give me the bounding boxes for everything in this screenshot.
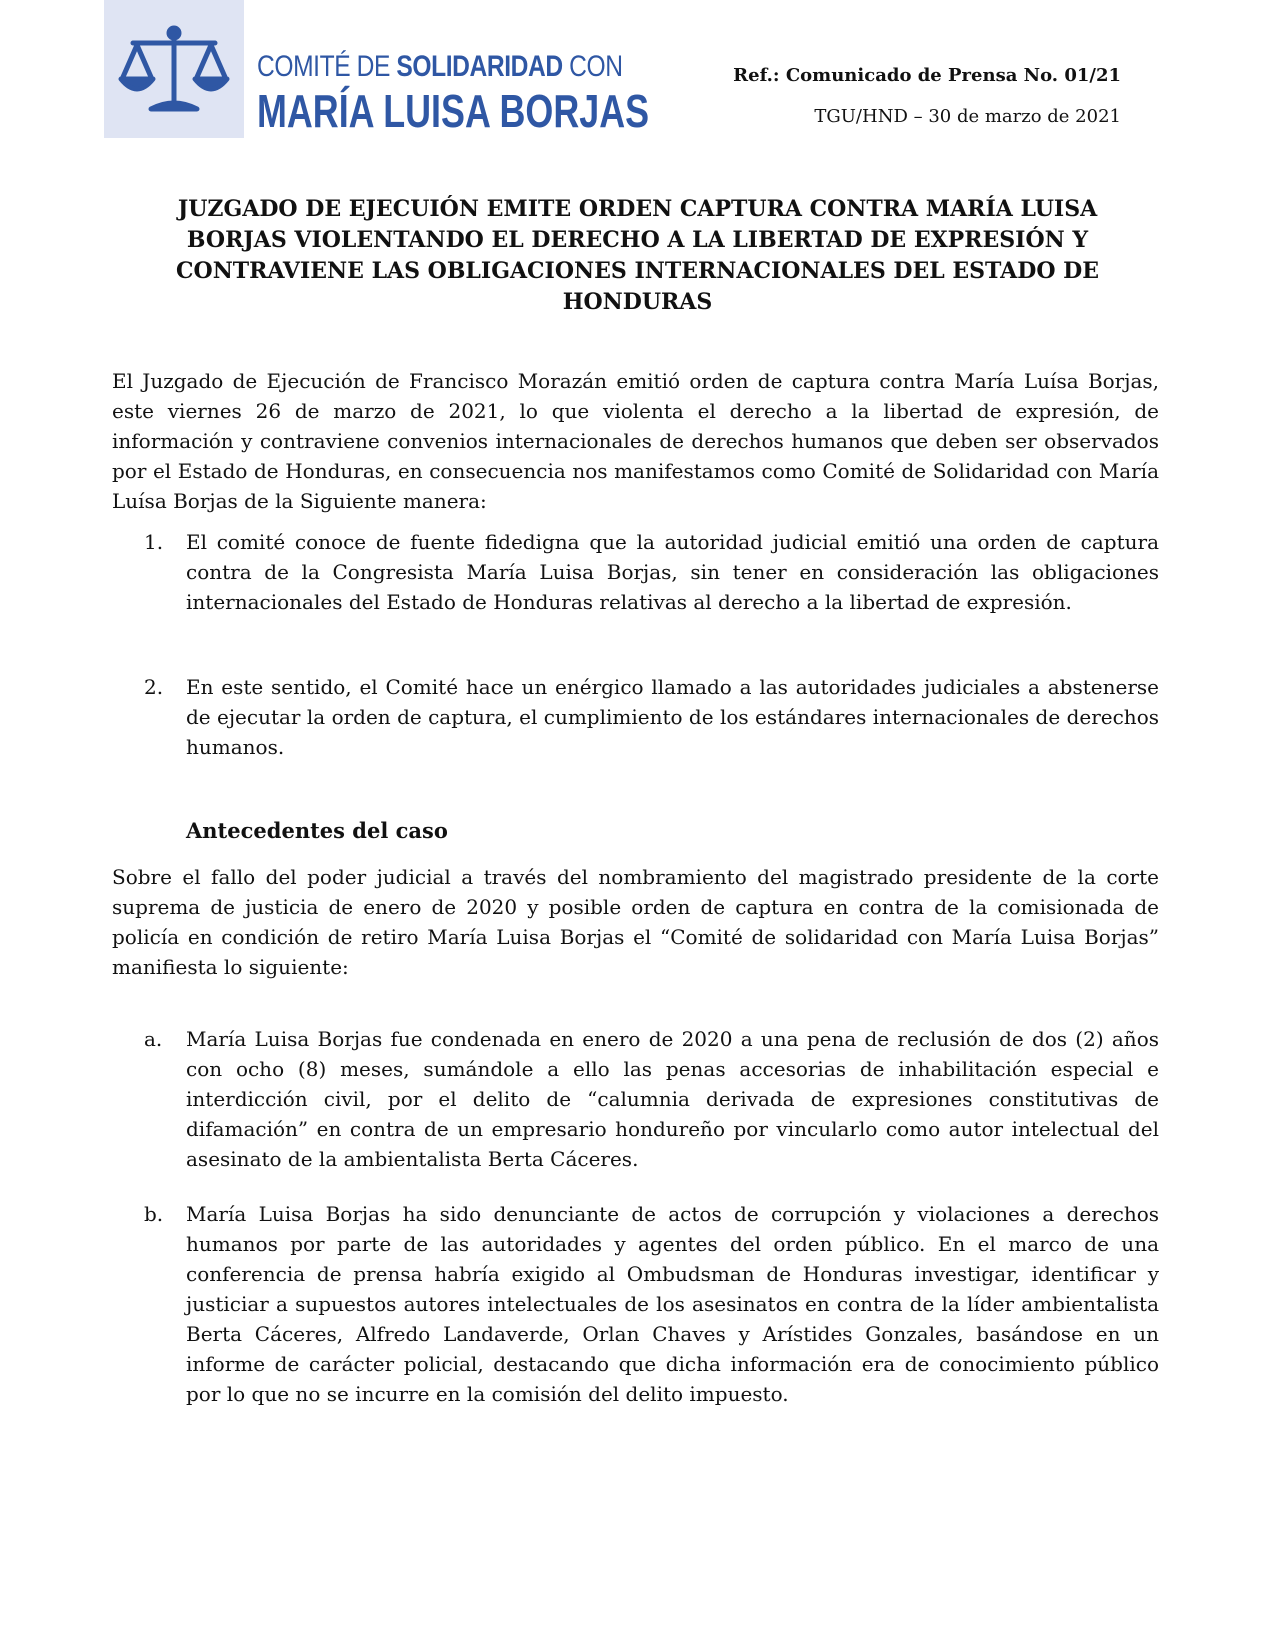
scales-of-justice-icon: [115, 19, 233, 119]
numbered-item: [140, 672, 1159, 762]
reference-number: Ref.: Comunicado de Prensa No. 01/21: [733, 65, 1121, 86]
organization-name-line1: COMITÉ DE SOLIDARIDAD CON: [257, 50, 623, 83]
reference-date: TGU/HND – 30 de marzo de 2021: [814, 106, 1121, 127]
lettered-item: [140, 1199, 1159, 1409]
organization-name: [257, 50, 760, 136]
intro-paragraph: El Juzgado de Ejecución de Francisco Morazán emitió orden de captura contra María Luísa Borjas, este viernes 26 de marzo de 2021, lo que violenta el derecho a la libertad de expresión, de información y contraviene convenios internacionales de derechos humanos que deben ser observados por el Estado de Honduras, en consecuencia nos manifestamos como Comité de Solidaridad con María Luísa Borjas de la Siguiente manera:: [112, 369, 1159, 513]
list-item-text: María Luisa Borjas fue condenada en enero de 2020 a una pena de reclusión de dos (2) años con ocho (8) meses, sumándole a ello las penas accesorias de inhabilitación especial e interdicción civil, por el delito de “calumnia derivada de expresiones constitutivas de difamación” en contra de un empresario hondureño por vincularlo como autor intelectual del asesinato de la ambientalista Berta Cáceres.: [186, 1027, 1159, 1171]
numbered-item: [140, 527, 1159, 617]
section-title-antecedentes: Antecedentes del caso: [186, 818, 448, 843]
list-item-text: En este sentido, el Comité hace un enérgico llamado a las autoridades judiciales a abstenerse de ejecutar la orden de captura, el cumplimiento de los estándares internacionales de derechos humanos.: [186, 675, 1159, 759]
list-marker: 1.: [144, 530, 164, 554]
list-item-text: El comité conoce de fuente fidedigna que la autoridad judicial emitió una orden de captura contra de la Congresista María Luisa Borjas, sin tener en consideración las obligaciones internacionales del Estado de Honduras relativas al derecho a la libertad de expresión.: [186, 530, 1159, 614]
list-marker: b.: [144, 1202, 164, 1226]
list-marker: a.: [144, 1027, 163, 1051]
press-release-reference: [733, 64, 1121, 129]
list-marker: 2.: [144, 675, 164, 699]
antecedentes-paragraph: Sobre el fallo del poder judicial a través del nombramiento del magistrado presidente de la corte suprema de justicia de enero de 2020 y posible orden de captura en contra de la comisionada de policía en condición de retiro María Luisa Borjas el “Comité de solidaridad con María Luisa Borjas” manifiesta lo siguiente:: [112, 865, 1159, 979]
logo-badge: [104, 0, 244, 138]
lettered-item: [140, 1024, 1159, 1174]
list-item-text: María Luisa Borjas ha sido denunciante de actos de corrupción y violaciones a derechos humanos por parte de las autoridades y agentes del orden público. En el marco de una conferencia de prensa habría exigido al Ombudsman de Honduras investigar, identificar y justiciar a supuestos autores intelectuales de los asesinatos en contra de la líder ambientalista Berta Cáceres, Alfredo Landaverde, Orlan Chaves y Arístides Gonzales, basándose en un informe de carácter policial, destacando que dicha información era de conocimiento público por lo que no se incurre en la comisión del delito impuesto.: [186, 1202, 1159, 1406]
organization-name-line2: MARÍA LUISA BORJAS: [257, 85, 650, 137]
headline: JUZGADO DE EJECUIÓN EMITE ORDEN CAPTURA CONTRA MARÍA LUISA BORJAS VIOLENTANDO EL DERECHO A LA LIBERTAD DE EXPRESIÓN Y CONTRAVIENE LAS OBLIGACIONES INTERNACIONALES DEL ESTADO DE HONDURAS: [176, 196, 1099, 315]
